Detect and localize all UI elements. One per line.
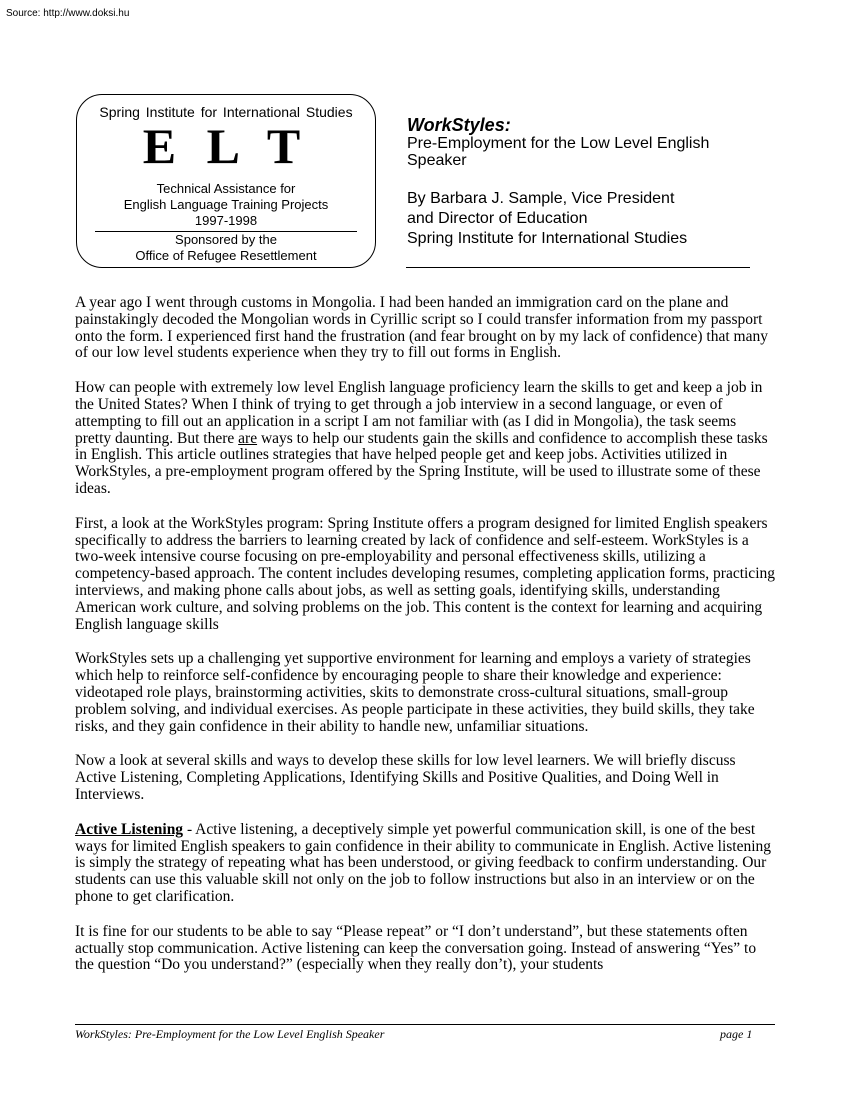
page-number: page 1: [720, 1027, 753, 1041]
elt-logo: E L T: [142, 118, 310, 174]
paragraph-6-text: - Active listening, a deceptively simple yet powerful communication skill, is one of the best ways for limited English speakers to gain confidence in their ability to communicate in English. Active listening is simply the strategy of repeating what has been understood, or giving feedback to confirm understanding. Our students can use this valuable skill not only on the job to follow instructions but also in an interview or on the phone to get clarification.: [75, 820, 772, 905]
article-title: WorkStyles:: [407, 115, 511, 135]
article-subtitle: [407, 135, 767, 169]
paragraph-2-part-b: ways to help our students gain the skills and confidence to accomplish these tasks in English. This article outlines strategies that have helped people get and keep jobs. Activities utilized in WorkStyles, a pre-employment program offered by the Spring Institute, will be used to illustrate some of these ideas.: [75, 429, 768, 497]
byline-line-3: Spring Institute for International Studies: [407, 230, 688, 247]
byline-line-2: and Director of Education: [407, 210, 588, 227]
paragraph-5: Now a look at several skills and ways to develop these skills for low level learners. We will briefly discuss Active Listening, Completing Applications, Identifying Skills and Positive Qualities, and Doing Well in Interviews.: [75, 752, 736, 803]
subtitle-line-2: Speaker: [407, 152, 467, 169]
author-byline: [407, 189, 767, 249]
paragraph-2: [75, 380, 775, 498]
footer-divider: [75, 1024, 775, 1025]
footer-title: WorkStyles: Pre-Employment for the Low Level English Speaker: [75, 1027, 385, 1041]
underlined-are: are: [238, 429, 258, 447]
sponsor-office: Office of Refugee Resettlement: [135, 248, 317, 263]
ta-line-1: Technical Assistance for: [156, 181, 296, 196]
paragraph-4: WorkStyles sets up a challenging yet supportive environment for learning and employs a variety of strategies which help to reinforce self-confidence by encouraging people to share their knowledge and experience: videotaped role plays, brainstorming activities, skits to demonstrate cross-cultural situations, small-group problem solving, and individual exercises. As people participate in these activities, they build skills, they take risks, and they gain confidence in their ability to handle new, unfamiliar situations.: [75, 650, 755, 735]
article-body: [75, 295, 775, 992]
ta-line-2: English Language Training Projects: [123, 197, 329, 212]
elt-logo-box: [76, 94, 376, 268]
header-divider: [406, 267, 750, 268]
source-note: Source: http://www.doksi.hu: [6, 8, 130, 19]
ta-years: 1997-1998: [194, 213, 258, 228]
paragraph-7: It is fine for our students to be able to say “Please repeat” or “I don’t understand”, but these statements often actually stop communication. Active listening can keep the conversation going. Instead of answering “Yes” to the question “Do you understand?” (especially when they really don’t), your students: [75, 922, 757, 974]
article-header: [407, 115, 767, 249]
subtitle-line-1: Pre-Employment for the Low Level English: [407, 135, 710, 152]
paragraph-6: [75, 822, 775, 906]
paragraph-3: First, a look at the WorkStyles program: Spring Institute offers a program designed for limited English speakers specifically to address the barriers to learning created by lack of confidence and self-esteem. WorkStyles is a two-week intensive course focusing on pre-employability and personal effectiveness skills, utilizing a competency-based approach. The content includes developing resumes, completing application forms, practicing interviews, and making phone calls about jobs, as well as setting goals, identifying skills, understanding American work culture, and solving problems on the job. This content is the context for learning and acquiring English language skills: [75, 514, 775, 633]
sponsor-line: Sponsored by the: [175, 232, 277, 247]
byline-line-1: By Barbara J. Sample, Vice President: [407, 190, 675, 207]
elt-technical-assistance: [77, 181, 375, 229]
section-heading-active-listening: Active Listening: [75, 820, 184, 838]
elt-sponsor: [77, 232, 375, 264]
elt-org-name: Spring Institute for International Studies: [99, 104, 353, 120]
paragraph-1: A year ago I went through customs in Mongolia. I had been handed an immigration card on the plane and painstakingly decoded the Mongolian words in Cyrillic script so I could transfer information from my passport onto the form. I experienced first hand the frustration (and fear brought on by my lack of confidence) that many of our low level students experience when they try to fill out forms in English.: [75, 294, 768, 362]
paragraph-2-part-a: How can people with extremely low level English language proficiency learn the skills to get and keep a job in the United States? When I think of trying to get through a job interview in a second language, or even of attempting to fill out an application in a script I am not familiar with (as I did in Mongolia), the task seems pretty daunting. But there: [75, 379, 763, 447]
